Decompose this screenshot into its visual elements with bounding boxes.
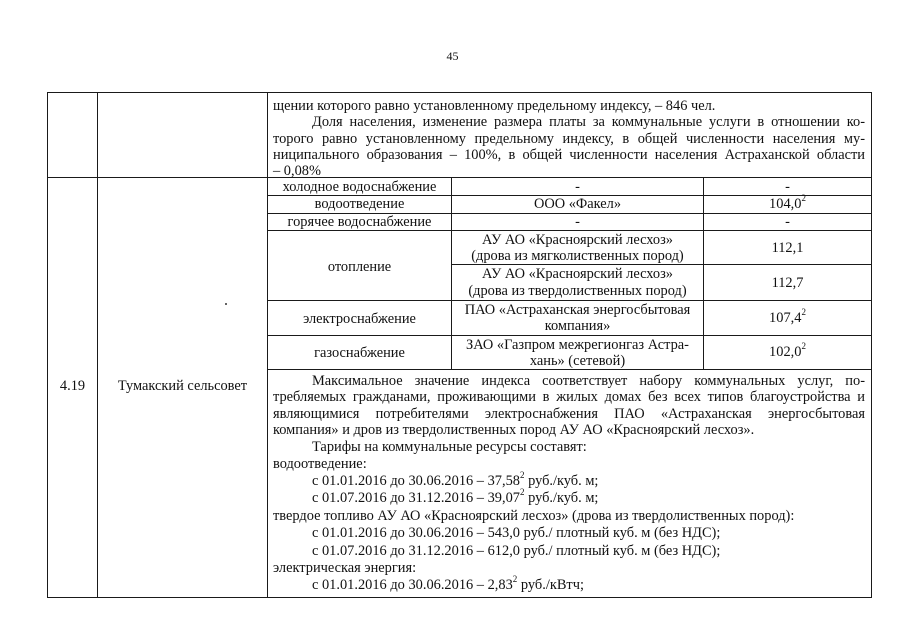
service-provider: ЗАО «Газпром межрегионгаз Астра- [466,337,689,353]
municipality-name: Тумакский сельсовет [117,378,248,394]
service-index: 112,1 [771,240,804,256]
service-name: электроснабжение [303,311,416,327]
footnote-mark: 2 [519,487,525,498]
note-line [312,574,584,593]
scan-speck [225,303,227,305]
prev-row-line: торого равно установленному предельному индексу, в общей численности населения му- [273,131,865,147]
note-line: требляемых гражданами, проживающими в жилых домах без всех типов благоустройства и [273,389,865,405]
border-bottom [47,597,872,598]
tariff-text: с 01.07.2016 до 31.12.2016 – 39,07 [312,490,520,506]
footnote-mark: 2 [801,307,806,318]
row-number: 4.19 [59,378,86,394]
service-name: водоотведение [314,196,405,212]
service-provider: ООО «Факел» [533,196,622,212]
prev-row-line: – 0,08% [273,163,321,179]
service-name: холодное водоснабжение [282,179,437,195]
service-provider: АУ АО «Красноярский лесхоз» [481,266,673,282]
note-line [312,470,599,489]
footnote-mark: 2 [801,193,806,204]
service-name: газоснабжение [314,345,405,361]
service-provider: компания» [544,318,611,334]
prev-row-line: щении которого равно установленному предельному индексу, – 846 чел. [273,98,716,114]
border-col-1 [97,92,98,598]
note-line: Максимальное значение индекса соответствует набору коммунальных услуг, по- [312,373,865,389]
service-index: - [785,179,790,195]
note-line: твердое топливо АУ АО «Красноярский лесхоз» (дрова из твердолиственных пород): [273,508,795,524]
service-index [704,307,871,326]
prev-row-line: Доля населения, изменение размера платы за коммунальные услуги в отношении ко- [312,114,865,130]
note-line: компания» и дров из твердолиственных пород АУ АО «Красноярский лесхоз». [273,422,755,438]
footnote-mark: 2 [801,341,806,352]
service-name: горячее водоснабжение [287,214,432,230]
row-divider [47,177,872,178]
note-line [312,487,599,506]
tariff-unit: руб./куб. м; [524,490,599,506]
services-line-4 [451,264,872,265]
tariff-unit: руб./кВтч; [517,577,584,593]
prev-row-line: ниципального образования – 100%, в общей численности населения Астраханской области [273,147,865,163]
services-line-6 [267,335,872,336]
note-line: являющимися потребителями электроснабжения ПАО «Астраханская энергосбытовая [273,406,865,422]
footnote-mark: 2 [512,574,518,585]
service-provider: (дрова из мягколиственных пород) [471,248,684,264]
index-value: 102,0 [769,344,802,360]
service-index: - [785,214,790,230]
service-provider: хань» (сетевой) [529,353,626,369]
page-number: 45 [446,49,459,63]
services-line-5 [267,300,872,301]
tariff-unit: руб./куб. м; [524,473,599,489]
note-line: с 01.01.2016 до 30.06.2016 – 543,0 руб./ плотный куб. м (без НДС); [312,525,721,541]
index-value: 107,4 [769,310,802,326]
tariff-text: с 01.01.2016 до 30.06.2016 – 37,58 [312,473,520,489]
services-line-3 [267,230,872,231]
border-left [47,92,48,598]
service-index [704,193,871,212]
service-provider: (дрова из твердолиственных пород) [468,283,687,299]
note-line: водоотведение: [273,456,367,472]
service-provider: - [575,214,580,230]
footnote-mark: 2 [519,470,525,481]
index-value: 104,0 [769,196,802,212]
service-provider: ПАО «Астраханская энергосбытовая [464,302,691,318]
border-right [871,92,872,598]
border-top [47,92,872,93]
service-provider: - [575,179,580,195]
note-line: с 01.07.2016 до 31.12.2016 – 612,0 руб./ плотный куб. м (без НДС); [312,543,721,559]
tariff-text: с 01.01.2016 до 30.06.2016 – 2,83 [312,577,513,593]
service-index [704,341,871,360]
service-name: отопление [327,259,392,275]
services-line-7 [267,369,872,370]
service-provider: АУ АО «Красноярский лесхоз» [481,232,673,248]
note-line: Тарифы на коммунальные ресурсы составят: [312,439,587,455]
service-index: 112,7 [771,275,804,291]
note-line: электрическая энергия: [273,560,417,576]
